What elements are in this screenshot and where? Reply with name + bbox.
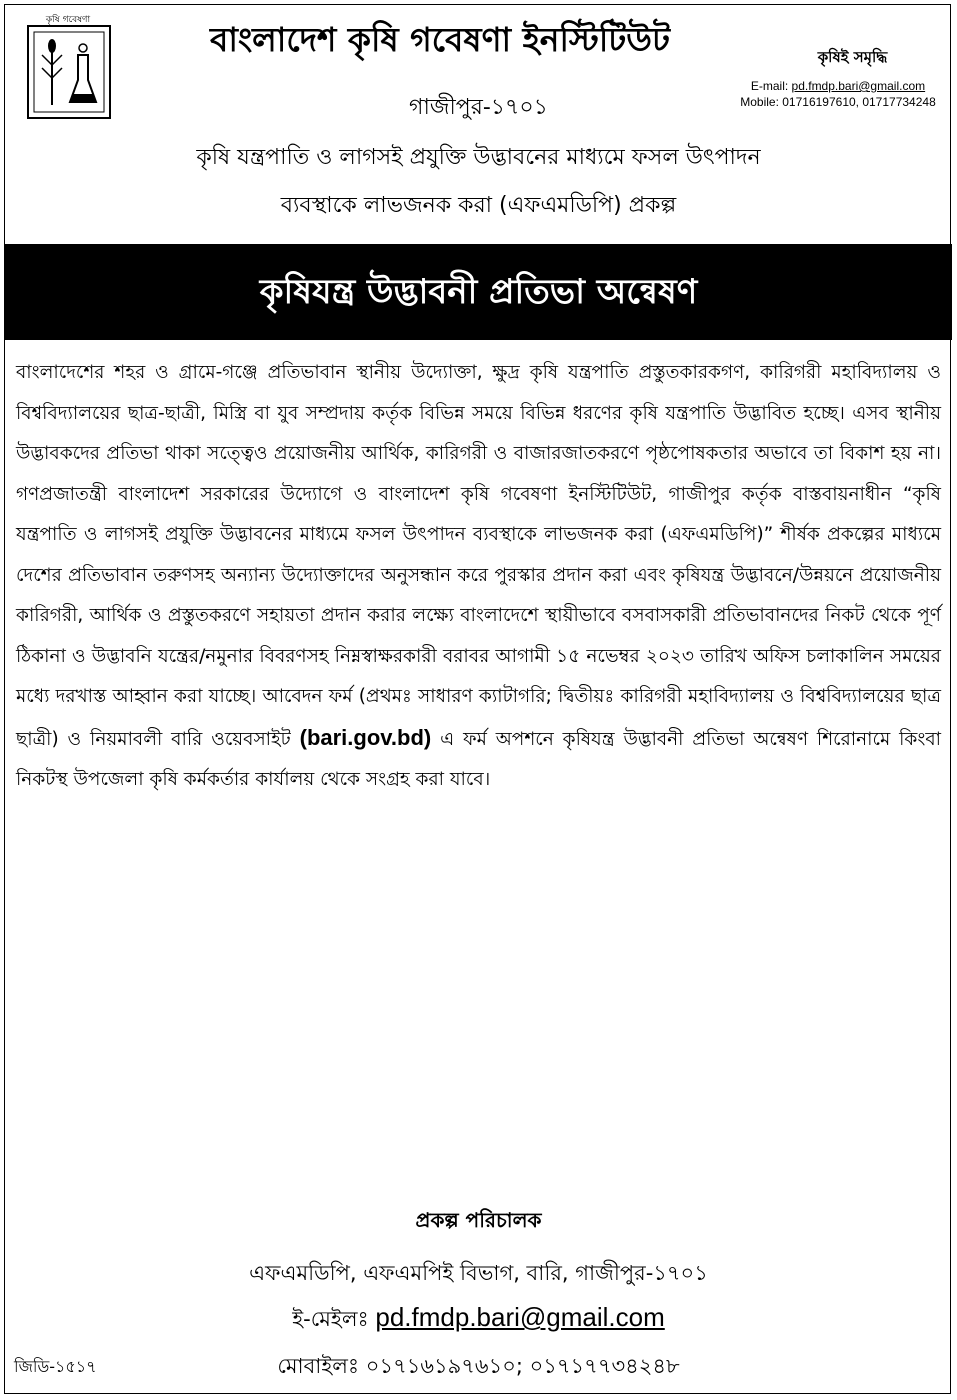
slogan: কৃষিই সমৃদ্ধি	[817, 48, 888, 66]
project-name-line1: কৃষি যন্ত্রপাতি ও লাগসই প্রযুক্তি উদ্ভাবনের মাধ্যমে ফসল উৎপাদন	[196, 145, 761, 170]
reference-code: জিডি-১৫১৭	[14, 1357, 97, 1376]
website-link[interactable]: (bari.gov.bd)	[299, 724, 432, 750]
signatory-title: প্রকল্প পরিচালক	[415, 1208, 542, 1232]
notice-body-part2: এ ফর্ম অপশনে কৃষিযন্ত্র উদ্ভাবনী প্রতিভা অন্বেষণ শিরোনামে কিংবা নিকটস্থ উপজেলা কৃষি কর্মকর্তার কার্যালয় থেকে সংগ্রহ করা যাবে।	[16, 728, 941, 790]
logo-top-text: কৃষি গবেষণা	[45, 15, 91, 25]
notice-body	[16, 353, 941, 801]
header-email-link[interactable]: pd.fmdp.bari@gmail.com	[791, 79, 926, 93]
signatory-email-link[interactable]: pd.fmdp.bari@gmail.com	[375, 1302, 665, 1332]
title-banner	[5, 244, 952, 340]
signatory-mobile: মোবাইলঃ ০১৭১৬১৯৭৬১০; ০১৭১৭৭৩৪২৪৮	[277, 1354, 680, 1378]
project-name-line2: ব্যবস্থাকে লাভজনক করা (এফএমডিপি) প্রকল্প	[280, 193, 677, 218]
location: গাজীপুর-১৭০১	[409, 95, 548, 120]
notice-title: কৃষিযন্ত্র উদ্ভাবনী প্রতিভা অন্বেষণ	[259, 272, 698, 312]
organization-name: বাংলাদেশ কৃষি গবেষণা ইনস্টিটিউট	[210, 20, 670, 59]
notice-body-part1: বাংলাদেশের শহর ও গ্রামে-গঞ্জে প্রতিভাবান স্থানীয় উদ্যোক্তা, ক্ষুদ্র কৃষি যন্ত্রপাতি প্রস্তুতকারকগণ, কারিগরী মহাবিদ্যালয় ও বিশ্ববিদ্যালয়ের ছাত্র-ছাত্রী, মিস্ত্রি বা যুব সম্প্রদায় কর্তৃক বিভিন্ন সময়ে বিভিন্ন ধরণের কৃষি যন্ত্রপাতি উদ্ভাবিত হচ্ছে। এসব স্থানীয় উদ্ভাবকদের প্রতিভা থাকা সত্ত্বেও প্রয়োজনীয় আর্থিক, কারিগরী ও বাজারজাতকরণে পৃষ্ঠপোষকতার অভাবে তা বিকাশ হয় না। গণপ্রজাতন্ত্রী বাংলাদেশ সরকারের উদ্যোগে ও বাংলাদেশ কৃষি গবেষণা ইনস্টিটিউট, গাজীপুর কর্তৃক বাস্তবায়নাধীন “কৃষি যন্ত্রপাতি ও লাগসই প্রযুক্তি উদ্ভাবনের মাধ্যমে ফসল উৎপাদন ব্যবস্থাকে লাভজনক করা (এফএমডিপি)” শীর্ষক প্রকল্পের মাধ্যমে দেশের প্রতিভাবান তরুণসহ অন্যান্য উদ্যোক্তাদের অনুসন্ধান করে পুরস্কার প্রদান করা এবং কৃষিযন্ত্র উদ্ভাবনে/উন্নয়নে প্রয়োজনীয় কারিগরী, আর্থিক ও প্রস্তুতকরণে সহায়তা প্রদান করার লক্ষ্যে বাংলাদেশে স্থায়ীভাবে বসবাসকারী প্রতিভাবানদের নিকট থেকে পূর্ণ ঠিকানা ও উদ্ভাবনি যন্ত্রের/নমুনার বিবরণসহ নিম্নস্বাক্ষরকারী বরাবর আগামী ১৫ নভেম্বর ২০২৩ তারিখ অফিস চলাকালিন সময়ের মধ্যে দরখাস্ত আহ্বান করা যাচ্ছে। আবেদন ফর্ম (প্রথমঃ সাধারণ ক্যাটাগরি; দ্বিতীয়ঃ কারিগরী মহাবিদ্যালয় ও বিশ্ববিদ্যালয়ের ছাত্র ছাত্রী) ও নিয়মাবলী বারি ওয়েবসাইট	[16, 362, 941, 750]
header-email-label: E-mail:	[750, 79, 789, 93]
signatory-email	[0, 1302, 957, 1338]
header-mobile-line: Mobile: 01716197610, 01717734248	[740, 95, 936, 109]
signatory-email-label: ই-মেইলঃ	[292, 1307, 369, 1331]
signatory-office: এফএমডিপি, এফএমপিই বিভাগ, বারি, গাজীপুর-১৭০১	[249, 1261, 708, 1285]
